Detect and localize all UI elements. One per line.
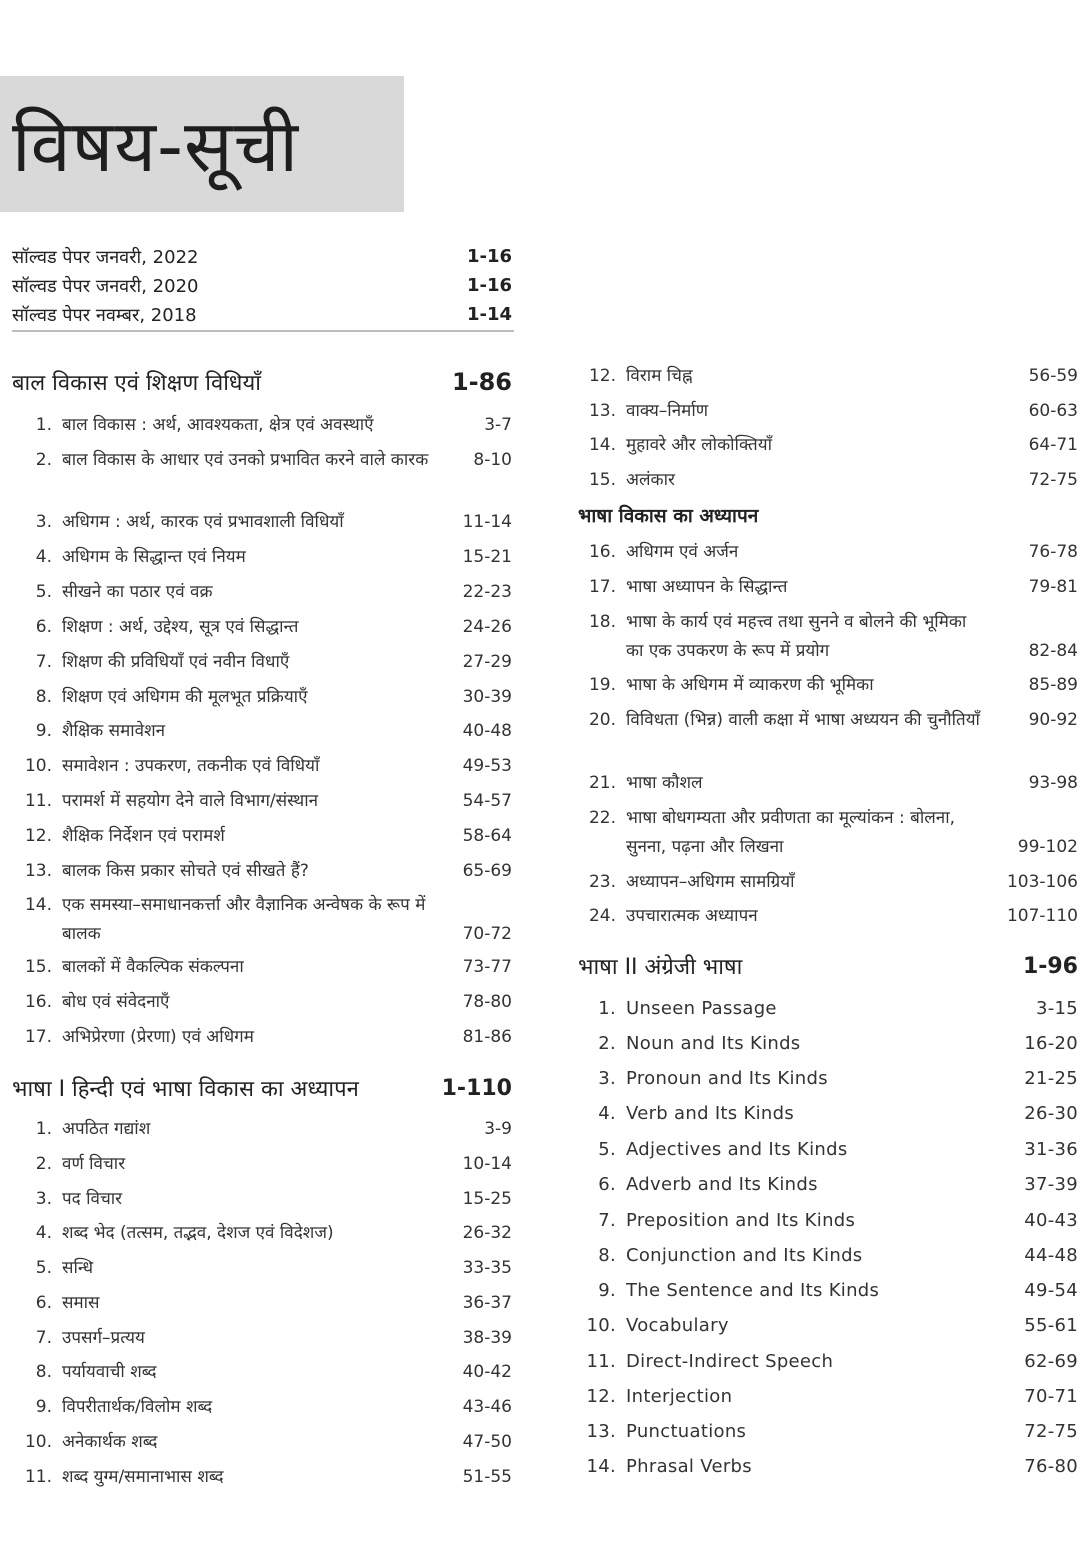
item-pages: 82-84 (1028, 641, 1078, 661)
item-number: 14. (24, 895, 52, 915)
section-title: भाषा II अंग्रेजी भाषा (578, 955, 743, 980)
toc-item[interactable] (578, 994, 1078, 1023)
toc-item[interactable] (578, 1452, 1078, 1481)
item-number: 16. (24, 992, 52, 1012)
toc-item[interactable] (14, 891, 512, 949)
item-pages: 51-55 (462, 1467, 512, 1487)
item-title: समास (62, 1293, 100, 1313)
item-pages: 76-80 (1024, 1456, 1078, 1477)
item-pages: 70-72 (462, 924, 512, 944)
toc-item[interactable] (578, 1417, 1078, 1446)
item-title: Verb and Its Kinds (626, 1103, 795, 1124)
item-title: Conjunction and Its Kinds (626, 1245, 863, 1266)
item-number: 18. (588, 612, 616, 632)
toc-item[interactable] (14, 1150, 512, 1179)
solved-paper-pages: 1-14 (466, 304, 512, 325)
section-pages: 1-96 (1022, 953, 1078, 979)
toc-item[interactable] (14, 683, 512, 712)
toc-item[interactable] (14, 648, 512, 677)
item-title: भाषा के अधिगम में व्याकरण की भूमिका (626, 675, 874, 695)
item-title: बाल विकास के आधार एवं उनको प्रभावित करने वाले कारक (62, 450, 429, 470)
item-number: 1. (35, 415, 52, 435)
toc-item[interactable] (578, 769, 1078, 798)
item-pages: 15-21 (462, 547, 512, 567)
item-pages: 43-46 (462, 1397, 512, 1417)
section-title: बाल विकास एवं शिक्षण विधियाँ (12, 371, 261, 396)
item-title: Interjection (626, 1386, 733, 1407)
item-number: 9. (35, 721, 52, 741)
solved-paper-row[interactable] (12, 271, 512, 300)
item-pages: 107-110 (1006, 906, 1078, 926)
item-title: Pronoun and Its Kinds (626, 1068, 828, 1089)
item-title: Punctuations (626, 1421, 747, 1442)
item-number: 14. (586, 1456, 616, 1477)
item-pages: 55-61 (1024, 1315, 1078, 1336)
item-pages: 36-37 (462, 1293, 512, 1313)
item-number: 8. (35, 687, 52, 707)
toc-item[interactable] (578, 1029, 1078, 1058)
toc-item[interactable] (578, 1311, 1078, 1340)
item-title: अपठित गद्यांश (62, 1119, 151, 1139)
item-pages: 38-39 (462, 1328, 512, 1348)
item-number: 2. (35, 450, 52, 470)
toc-item[interactable] (578, 431, 1078, 460)
item-number: 7. (598, 1210, 616, 1231)
item-pages: 47-50 (462, 1432, 512, 1452)
item-number: 10. (24, 1432, 52, 1452)
item-number: 15. (24, 957, 52, 977)
item-number: 3. (35, 512, 52, 532)
item-number: 13. (24, 861, 52, 881)
item-title: शब्द भेद (तत्सम, तद्भव, देशज एवं विदेशज) (62, 1223, 334, 1243)
item-pages: 79-81 (1028, 577, 1078, 597)
item-number: 21. (588, 773, 616, 793)
item-number: 5. (35, 582, 52, 602)
section-heading (12, 1073, 512, 1103)
item-pages: 37-39 (1024, 1174, 1078, 1195)
toc-item[interactable] (578, 573, 1078, 602)
item-number: 8. (35, 1362, 52, 1382)
item-pages: 49-53 (462, 756, 512, 776)
item-number: 19. (588, 675, 616, 695)
item-title: मुहावरे और लोकोक्तियाँ (626, 435, 773, 455)
item-pages: 27-29 (462, 652, 512, 672)
item-title: Noun and Its Kinds (626, 1033, 801, 1054)
item-pages: 24-26 (462, 617, 512, 637)
toc-item[interactable] (14, 857, 512, 886)
item-number: 9. (35, 1397, 52, 1417)
toc-item[interactable] (578, 1170, 1078, 1199)
item-title: वाक्य–निर्माण (626, 401, 709, 421)
item-title: सन्धि (62, 1258, 94, 1278)
toc-item[interactable] (14, 613, 512, 642)
divider (12, 330, 514, 332)
toc-item[interactable] (14, 1185, 512, 1214)
item-number: 11. (24, 1467, 52, 1487)
item-title: Phrasal Verbs (626, 1456, 752, 1477)
item-title: बालकों में वैकल्पिक संकल्पना (62, 957, 244, 977)
item-title: पर्यायवाची शब्द (62, 1362, 157, 1382)
section-title: भाषा I हिन्दी एवं भाषा विकास का अध्यापन (12, 1077, 359, 1102)
section-pages: 1-110 (441, 1075, 512, 1101)
item-title: शिक्षण : अर्थ, उद्देश्य, सूत्र एवं सिद्धान्त (62, 617, 299, 637)
item-pages: 40-43 (1024, 1210, 1078, 1231)
item-pages: 26-30 (1024, 1103, 1078, 1124)
item-title: पद विचार (62, 1189, 123, 1209)
toc-item[interactable] (578, 1241, 1078, 1270)
item-pages: 90-92 (1028, 710, 1078, 730)
item-number: 1. (598, 998, 616, 1019)
toc-item[interactable] (578, 706, 1078, 735)
item-pages: 99-102 (1017, 837, 1078, 857)
item-pages: 85-89 (1028, 675, 1078, 695)
item-pages: 49-54 (1024, 1280, 1078, 1301)
item-number: 17. (588, 577, 616, 597)
item-pages: 70-71 (1024, 1386, 1078, 1407)
toc-item[interactable] (14, 543, 512, 572)
item-number: 2. (35, 1154, 52, 1174)
item-pages: 15-25 (462, 1189, 512, 1209)
solved-paper-label: सॉल्वड पेपर जनवरी, 2020 (12, 275, 199, 297)
item-title: Direct-Indirect Speech (626, 1351, 834, 1372)
item-title: विराम चिह्न (626, 366, 693, 386)
item-title: अध्यापन–अधिगम सामग्रियाँ (626, 872, 795, 892)
item-title: अभिप्रेरणा (प्रेरणा) एवं अधिगम (62, 1027, 254, 1047)
toc-item[interactable] (578, 538, 1078, 567)
toc-item[interactable] (14, 578, 512, 607)
toc-item[interactable] (578, 397, 1078, 426)
item-title: समावेशन : उपकरण, तकनीक एवं विधियाँ (62, 756, 320, 776)
toc-item[interactable] (578, 466, 1078, 495)
toc-item[interactable] (14, 1393, 512, 1422)
item-title: अलंकार (626, 470, 675, 490)
item-pages: 54-57 (462, 791, 512, 811)
item-number: 1. (35, 1119, 52, 1139)
toc-item[interactable] (578, 1135, 1078, 1164)
page-title: विषय-सूची (0, 76, 404, 212)
item-number: 6. (35, 1293, 52, 1313)
item-title: विपरीतार्थक/विलोम शब्द (62, 1397, 213, 1417)
item-number: 12. (586, 1386, 616, 1407)
sub-heading: भाषा विकास का अध्यापन (578, 505, 759, 527)
item-pages: 3-9 (484, 1119, 512, 1139)
toc-item[interactable] (578, 1276, 1078, 1305)
item-pages: 81-86 (462, 1027, 512, 1047)
item-pages: 16-20 (1024, 1033, 1078, 1054)
item-title: अधिगम एवं अर्जन (626, 542, 739, 562)
item-pages: 10-14 (462, 1154, 512, 1174)
toc-item[interactable] (14, 953, 512, 982)
solved-paper-row[interactable] (12, 242, 512, 271)
toc-item[interactable] (578, 671, 1078, 700)
toc-item[interactable] (578, 1099, 1078, 1128)
item-title: शब्द युग्म/समानाभास शब्द (62, 1467, 224, 1487)
item-title: एक समस्या–समाधानकर्त्ता और वैज्ञानिक अन्वेषक के रूप में बालक (62, 895, 426, 944)
toc-item[interactable] (14, 822, 512, 851)
item-number: 7. (35, 652, 52, 672)
toc-item[interactable] (14, 1023, 512, 1052)
item-pages: 73-77 (462, 957, 512, 977)
item-title: शिक्षण की प्रविधियाँ एवं नवीन विधाएँ (62, 652, 290, 672)
toc-item[interactable] (14, 1254, 512, 1283)
item-pages: 3-15 (1035, 998, 1078, 1019)
item-pages: 40-48 (462, 721, 512, 741)
item-title: परामर्श में सहयोग देने वाले विभाग/संस्थान (62, 791, 319, 811)
item-title: विविधता (भिन्न) वाली कक्षा में भाषा अध्ययन की चुनौतियाँ (626, 710, 980, 730)
item-number: 10. (24, 756, 52, 776)
item-pages: 72-75 (1024, 1421, 1078, 1442)
toc-item[interactable] (578, 868, 1078, 897)
item-pages: 76-78 (1028, 542, 1078, 562)
item-number: 15. (588, 470, 616, 490)
item-title: भाषा कौशल (626, 773, 703, 793)
solved-paper-row[interactable] (12, 300, 512, 329)
item-number: 11. (586, 1351, 616, 1372)
item-title: सीखने का पठार एवं वक्र (62, 582, 213, 602)
toc-item[interactable] (14, 411, 512, 440)
item-title: Adjectives and Its Kinds (626, 1139, 848, 1160)
item-number: 12. (24, 826, 52, 846)
item-title: अधिगम : अर्थ, कारक एवं प्रभावशाली विधियाँ (62, 512, 344, 532)
item-pages: 30-39 (462, 687, 512, 707)
item-number: 4. (35, 547, 52, 567)
item-title: भाषा अध्यापन के सिद्धान्त (626, 577, 788, 597)
toc-item[interactable] (578, 1064, 1078, 1093)
toc-item[interactable] (578, 1206, 1078, 1235)
item-number: 12. (588, 366, 616, 386)
item-title: बालक किस प्रकार सोचते एवं सीखते हैं? (62, 861, 309, 881)
item-number: 17. (24, 1027, 52, 1047)
toc-item[interactable] (578, 1382, 1078, 1411)
item-pages: 3-7 (484, 415, 512, 435)
item-title: भाषा के कार्य एवं महत्त्व तथा सुनने व बोलने की भूमिका का एक उपकरण के रूप में प्रयोग (626, 612, 967, 661)
item-number: 6. (598, 1174, 616, 1195)
item-number: 24. (588, 906, 616, 926)
section-heading (578, 951, 1078, 981)
item-number: 20. (588, 710, 616, 730)
item-pages: 103-106 (1006, 872, 1078, 892)
item-pages: 11-14 (462, 512, 512, 532)
item-number: 13. (588, 401, 616, 421)
toc-item[interactable] (14, 446, 512, 475)
toc-item[interactable] (14, 1115, 512, 1144)
item-title: The Sentence and Its Kinds (626, 1280, 880, 1301)
item-pages: 62-69 (1024, 1351, 1078, 1372)
toc-item[interactable] (578, 804, 1078, 862)
item-pages: 60-63 (1028, 401, 1078, 421)
item-pages: 31-36 (1024, 1139, 1078, 1160)
item-title: Vocabulary (626, 1315, 729, 1336)
toc-item[interactable] (14, 752, 512, 781)
item-number: 5. (35, 1258, 52, 1278)
item-number: 9. (598, 1280, 616, 1301)
toc-item[interactable] (14, 787, 512, 816)
toc-item[interactable] (14, 1463, 512, 1492)
item-title: Unseen Passage (626, 998, 777, 1019)
item-number: 2. (598, 1033, 616, 1054)
item-number: 6. (35, 617, 52, 637)
item-number: 3. (598, 1068, 616, 1089)
item-pages: 93-98 (1028, 773, 1078, 793)
toc-item[interactable] (578, 362, 1078, 391)
item-pages: 44-48 (1024, 1245, 1078, 1266)
item-pages: 33-35 (462, 1258, 512, 1278)
solved-paper-pages: 1-16 (466, 275, 512, 296)
item-pages: 64-71 (1028, 435, 1078, 455)
item-pages: 56-59 (1028, 366, 1078, 386)
item-number: 5. (598, 1139, 616, 1160)
item-number: 8. (598, 1245, 616, 1266)
item-pages: 21-25 (1024, 1068, 1078, 1089)
item-number: 16. (588, 542, 616, 562)
item-title: Preposition and Its Kinds (626, 1210, 856, 1231)
toc-item[interactable] (14, 717, 512, 746)
toc-item[interactable] (14, 1324, 512, 1353)
item-pages: 22-23 (462, 582, 512, 602)
item-number: 14. (588, 435, 616, 455)
solved-papers-list (12, 242, 512, 329)
toc-item[interactable] (578, 902, 1078, 931)
item-title: भाषा बोधगम्यता और प्रवीणता का मूल्यांकन : बोलना, सुनना, पढ़ना और लिखना (626, 808, 956, 857)
item-title: अधिगम के सिद्धान्त एवं नियम (62, 547, 246, 567)
item-title: शिक्षण एवं अधिगम की मूलभूत प्रक्रियाएँ (62, 687, 308, 707)
item-title: अनेकार्थक शब्द (62, 1432, 158, 1452)
toc-item[interactable] (14, 1428, 512, 1457)
item-pages: 78-80 (462, 992, 512, 1012)
solved-paper-label: सॉल्वड पेपर नवम्बर, 2018 (12, 304, 197, 326)
item-number: 13. (586, 1421, 616, 1442)
item-pages: 40-42 (462, 1362, 512, 1382)
toc-item[interactable] (578, 608, 1078, 666)
item-number: 10. (586, 1315, 616, 1336)
item-pages: 58-64 (462, 826, 512, 846)
toc-item[interactable] (14, 1289, 512, 1318)
item-number: 4. (35, 1223, 52, 1243)
item-number: 11. (24, 791, 52, 811)
solved-paper-label: सॉल्वड पेपर जनवरी, 2022 (12, 246, 199, 268)
item-title: बाल विकास : अर्थ, आवश्यकता, क्षेत्र एवं अवस्थाएँ (62, 415, 374, 435)
toc-item[interactable] (578, 1347, 1078, 1376)
toc-item[interactable] (14, 988, 512, 1017)
toc-item[interactable] (14, 508, 512, 537)
section-pages: 1-86 (451, 368, 512, 396)
item-title: Adverb and Its Kinds (626, 1174, 818, 1195)
item-number: 7. (35, 1328, 52, 1348)
solved-paper-pages: 1-16 (466, 246, 512, 267)
item-pages: 72-75 (1028, 470, 1078, 490)
item-pages: 65-69 (462, 861, 512, 881)
item-title: बोध एवं संवेदनाएँ (62, 992, 170, 1012)
section-heading (12, 367, 512, 397)
item-title: वर्ण विचार (62, 1154, 126, 1174)
item-number: 4. (598, 1103, 616, 1124)
item-number: 23. (588, 872, 616, 892)
item-title: शैक्षिक समावेशन (62, 721, 166, 741)
item-pages: 8-10 (473, 450, 512, 470)
item-number: 3. (35, 1189, 52, 1209)
item-title: उपसर्ग–प्रत्यय (62, 1328, 145, 1348)
item-title: उपचारात्मक अध्यापन (626, 906, 758, 926)
toc-item[interactable] (14, 1219, 512, 1248)
item-title: शैक्षिक निर्देशन एवं परामर्श (62, 826, 225, 846)
item-number: 22. (588, 808, 616, 828)
toc-item[interactable] (14, 1358, 512, 1387)
item-pages: 26-32 (462, 1223, 512, 1243)
